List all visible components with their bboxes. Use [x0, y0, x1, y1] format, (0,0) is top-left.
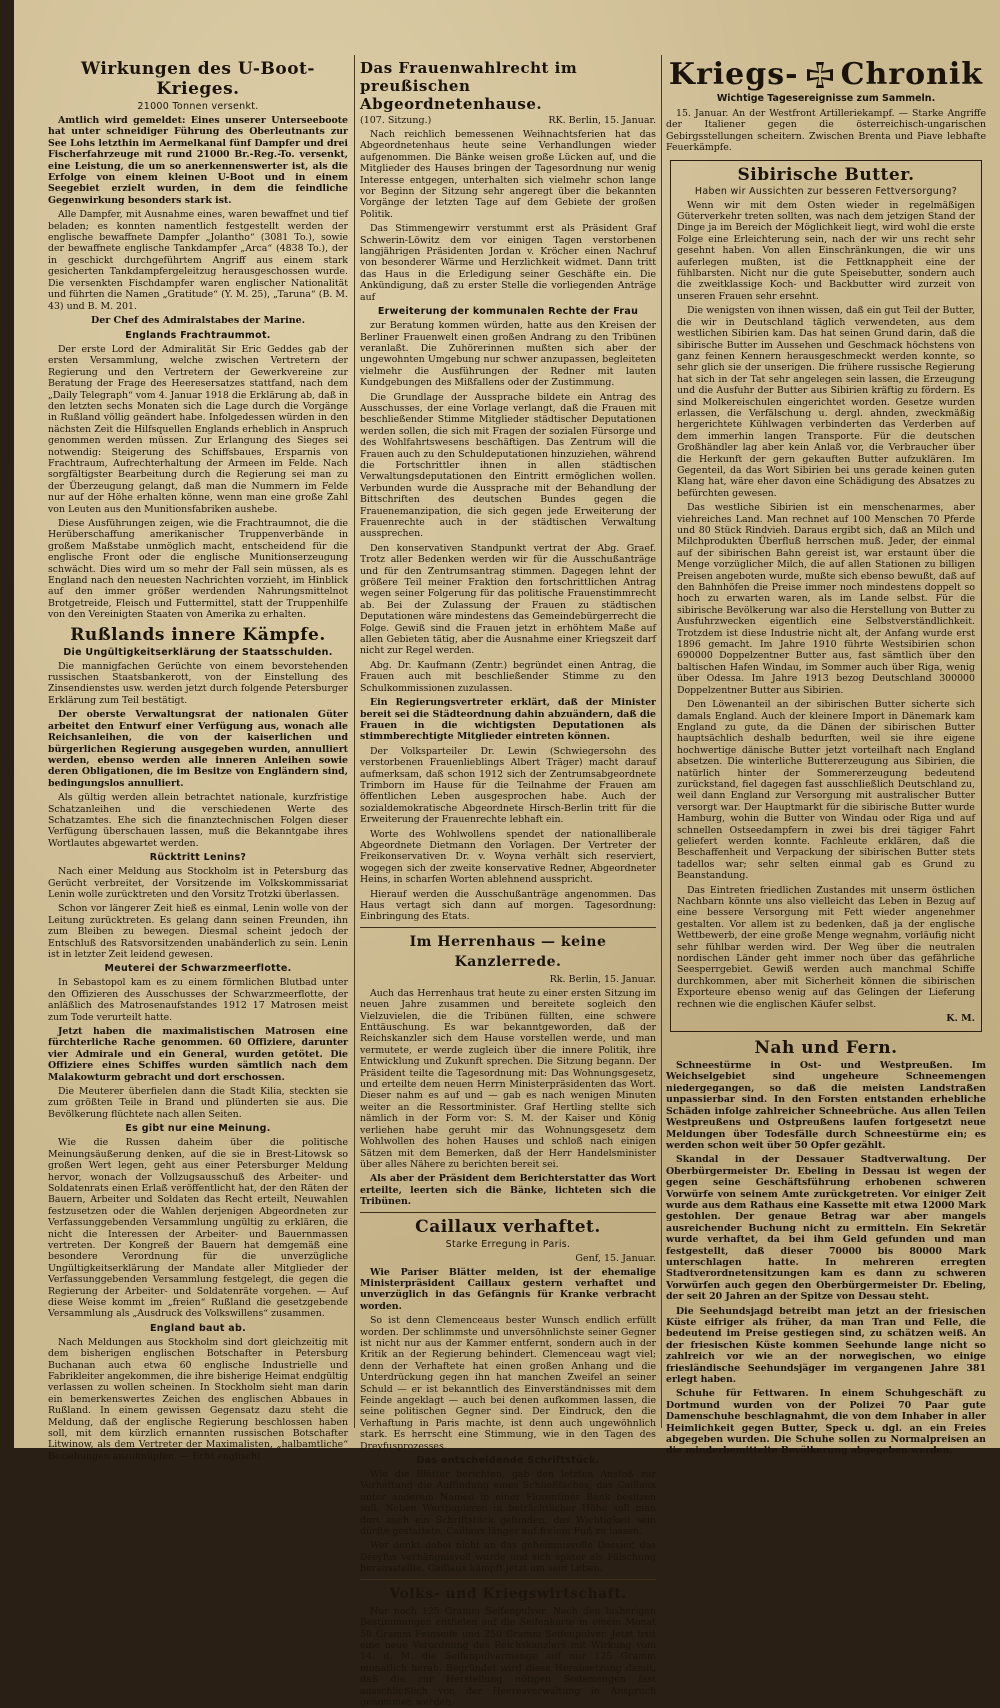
section-heading: Das entscheidende Schriftstück.: [416, 1455, 600, 1467]
paragraph: Das Stimmengewirr verstummt erst als Präsident Graf Schwerin-Löwitz dem vor einigen Tagen verstorbenen langjährigen Präsidenten Jordan v. Kröcher einen Nachruf von besonderer Wärme und Herzlichkeit widmet. Dann tritt das Haus in die Erledigung seiner Geschäfte ein. Die Ankündigung, daß zu erster Stelle die vorliegenden Anträge auf: [360, 223, 656, 303]
paragraph: Alle Dampfer, mit Ausnahme eines, waren bewaffnet und tief beladen; es konnten namentlich festgestellt werden der englische bewaffnete Dampfer „Jolantho“ (3081 To.), sowie der bewaffnete englische Tankdampfer „Arca“ (4838 To.), der in geschickt durchgeführtem Angriff aus einem stark gesicherten Tankdampfergeleitzug herausgeschossen wurde. Die versenkten Fischdampfer waren englischer Nationalität und führten die Namen „Gratitude“ (Y. M. 25), „Taruna“ (B. M. 43) und B. M. 201.: [48, 209, 348, 312]
dateline-place: Rk. Berlin, 15. Januar.: [549, 973, 656, 985]
news-item: Skandal in der Dessauer Stadtverwaltung. Der Oberbürgermeister Dr. Ebeling in Dessau ist wegen der gegen seine Geschäftsführung erhobenen schweren Vorwürfe von seinem Amte zurückgetreten. Vor einiger Zeit wurde aus dem Rathaus eine Kassette mit etwa 12000 Mark gestohlen. Der genaue Betrag war aber mangels ausreichender Buchung nicht zu ermitteln. Ein Sekretär wurde verhaftet, da bei ihm Geld gefunden und man festgestellt, daß dieser 70000 bis 80000 Mark unterschlagen hatte. In mehreren erregten Stadtverordnetensitzungen kam es dann zu schweren Vorwürfen auch gegen den Oberbürgermeister Dr. Ebeling, der seit 20 Jahren an der Spitze von Dessau steht.: [666, 1154, 986, 1303]
paragraph: In Sebastopol kam es zu einem förmlichen Blutbad unter den Offizieren des Ausschusses der Schwarzmeerflotte, der anläßlich des Matrosenaufstandes 1912 17 Matrosen meist zum Tode verurteilt hatte.: [48, 977, 348, 1023]
dateline-place: Genf, 15. Januar.: [575, 1252, 656, 1264]
paragraph: Wie die Blätter berichten, gab den letzten Anstoß zur Verhaftung die Auffindung eines Schließfaches, das Caillaux unter anderem Namen in einer Florentiner Bank besitzen soll. Neben Wertpapieren in beträchtlicher Höhe soll man dort auch ein Schriftstück gefunden, das Wichtigkeit sein dürfte gestattete, Caillaux länger auf freiem Fuß zu lassen.: [360, 1469, 656, 1538]
news-item: Schuhe für Fettwaren. In einem Schuhgeschäft zu Dortmund wurden von der Polizei 70 Paar gute Damenschuhe beschlagnahmt, die von dem Inhaber in aller Heimlichkeit gegen Butter, Speck u. dgl. an ein Freies abgegeben wurden. Die Schuhe sollen zu Normalpreisen an die minderbemittelte Bevölkerung abgegeben werden.: [666, 1388, 986, 1457]
section-heading: Englands Frachtraummot.: [125, 329, 271, 341]
article-title: Volks- und Kriegswirtschaft.: [389, 1585, 627, 1602]
article-subtitle: Starke Erregung in Paris.: [445, 1238, 571, 1250]
paragraph: Auch das Herrenhaus trat heute zu einer ersten Sitzung im neuen Jahre zusammen und bereitete sogleich den Vielzuvielen, die die Tribünen füllten, eine schwere Enttäuschung. Es war bekanntgeworden, daß der Reichskanzler sich dem Hause vorstellen werde, und man vermutete, er werde zugleich über die innere Politik, ihre Entwicklung und Zukunft sprechen. Die Sitzung begann. Der Präsident teilte die Tagesordnung mit: Das Wohnungsgesetz, und erteilte dem neuen Herrn Ministerpräsidenten das Wort. Dieser nahm es auf und — gab es nach wenigen Minuten weiter an die Ressortminister. Graf Hertling stellte sich nämlich in der Form vor: S. M. der Kaiser und König verliehen habe geruht mir das Wohnungsgesetz dem Wohlwollen des hohen Hauses und schloß nach einigen Sätzen mit dem Bemerken, daß der Herr Handelsminister über alles Nähere zu berichten bereit sei.: [360, 987, 656, 1170]
article-title: Caillaux verhaftet.: [415, 1216, 601, 1237]
section-heading: Meuterei der Schwarzmeerflotte.: [104, 963, 292, 975]
paragraph: Nach Meldungen aus Stockholm sind dort gleichzeitig mit dem bisherigen englischen Botschafter in Petersburg Buchanan auch etwa 60 englische Industrielle und Fabrikleiter angekommen, die ihre bisherige Heimat endgültig verlassen zu wollen scheinen. In Stockholm sieht man darin ein bemerkenswertes Zeichen des englischen Abbaues in Rußland. In einem gewissen Gegensatz dazu steht die Meldung, daß der englische Regierung beschlossen haben soll, mit dem kürzlich ernannten russischen Botschafter Litwinow, als dem Vertreter der Maximalisten, „halbamtliche“ Beziehungen anzuknüpfen. — Echt englisch!: [48, 1336, 348, 1462]
paragraph: So ist denn Clemenceaus bester Wunsch endlich erfüllt worden. Der schlimmste und unversöhnlichste seiner Gegner ist nicht nur aus der Kammer entfernt, sondern auch in der Kritik an der Regierung behindert. Clemenceau wagt viel; denn der Verhaftete hat einen großen Anhang und die Unterdrückung gegen ihn hat manchen Zweifel an seiner Schuld — er ist bekanntlich des Einverständnisses mit dem Feinde angeklagt — auch bei denen aufkommen lassen, die seine politischen Gegner sind. Der Eindruck, den die Verhaftung in Paris machte, ist denn auch ungewöhnlich stark. Es herrscht eine Stimmung, wie in den Tagen des Dreyfusprozesses.: [360, 1315, 656, 1452]
paragraph: Wer denkt dabei nicht an das geheimnisvolle Dossier, das Dreyfus verhängnisvoll wurde und sich später als Fälschung herausstellte. Caillaux kämpft jetzt um sein Leben.: [360, 1540, 656, 1575]
column-rule: [354, 55, 355, 1428]
paragraph: Der Volksparteiler Dr. Lewin (Schwiegersohn des verstorbenen Frauenlieblings Albert Träger) macht darauf aufmerksam, daß schon 1912 sich der Zentrumsabgeordnete Trimborn im Hause für die Teilnahme der Frauen am öffentlichen Leben ausgesprochen habe. Auch der sozialdemokratische Abgeordnete Hirsch-Berlin tritt für die Erweiterung der Frauenrechte lebhaft ein.: [360, 745, 656, 826]
article-subtitle: Haben wir Aussichten zur besseren Fettversorgung?: [694, 185, 958, 197]
divider: [360, 1212, 656, 1213]
column-middle: [360, 55, 656, 1708]
divider: [360, 1579, 656, 1580]
paragraph: Schon vor längerer Zeit hieß es einmal, Lenin wolle von der Leitung zurücktreten. Es gelang dann seinen Freunden, ihn zum Bleiben zu bewegen. Diesmal scheint jedoch der Entschluß des Ratsvorsitzenden unabänderlich zu sein. Lenin ist in letzter Zeit leidend gewesen.: [48, 903, 348, 960]
dateline: [360, 1253, 656, 1264]
paragraph: Ein Regierungsvertreter erklärt, daß der Minister bereit sei die Städteordnung dahin abzuändern, daß die Frauen in die wichtigsten Deputationen als stimmberechtigte Mitglieder eintreten können.: [360, 697, 656, 743]
column-rule: [661, 55, 662, 1428]
newspaper-page: [14, 0, 1000, 1708]
paragraph: Der erste Lord der Admiralität Sir Eric Geddes gab der ersten Versammlung, welche zwischen Vertretern der Regierung und den Vertretern der Gewerkvereine zur Beratung der Frage des Heeresersatzes stattfand, nach dem „Daily Telegraph“ vom 4. Januar 1918 die Erklärung ab, daß in den letzten sechs Monaten sich die Lage durch die Vorgänge in Rußland völlig geändert habe. Infolgedessen würden in den nächsten Zeit die Hilfsquellen Englands erheblich in Anspruch genommen werden müssen. Zur Erlangung des Sieges sei notwendig: Steigerung des Schiffsbaues, Ersparnis von Frachtraum, Aufrechterhaltung der Armeen im Felde. Nach sorgfältigster Bearbeitung durch die Regierung sei man zu der Überzeugung gelangt, daß man die Nummern im Felde nur auf der Höhe erhalten könne, wenn man eine große Zahl von Leuten aus den Munitionsfabriken aushebe.: [48, 343, 348, 515]
chronicle-entry: 15. Januar. An der Westfront Artilleriekampf. — Starke Angriffe der Italiener gegen die österreichisch-ungarischen Gebirgsstellungen scheitern. Zwischen Brenta und Piave lebhafte Feuerkämpfe.: [666, 108, 986, 154]
paragraph: Der oberste Verwaltungsrat der nationalen Güter arbeitet den Entwurf einer Verfügung aus, wonach alle Reichsanleihen, die von der kaiserlichen und bürgerlichen Regierung ausgegeben wurden, annulliert werden, ebenso werden alle inneren Anleihen sowie deren Obligationen, die im Besitze von Engländern sind, bedingungslos annulliert.: [48, 709, 348, 789]
news-item: Die Seehundsjagd betreibt man jetzt an der friesischen Küste eifriger als früher, da man Tran und Felle, die bedeutend im Preise gestiegen sind, zu schätzen weiß. An der friesischen Küste kommen Seehunde lange nicht so zahlreich vor wie an der norwegischen, wo einige friesländische Seehundsjäger im vergangenen Jahre 381 erlegt haben.: [666, 1305, 986, 1386]
masthead-word: Kriegs-: [668, 57, 799, 92]
paragraph: Worte des Wohlwollens spendet der nationalliberale Abgeordnete Dietmann den Vorlagen. Der Vertreter der Freikonservativen Dr. v. Woyna verhält sich reserviert, wogegen sich der zweite konservative Redner, Abgeordneter Heins, in scharfen Worten ablehnend ausspricht.: [360, 828, 656, 886]
paragraph: Nach reichlich bemessenen Weihnachtsferien hat das Abgeordnetenhaus heute seine Verhandlungen wieder aufgenommen. Die Bänke weisen große Lücken auf, und die Mitglieder des Hauses bringen der Tagesordnung nur wenig Interesse entgegen, unterhalten sich vielmehr schon lange vor Beginn der Sitzung sehr angeregt über die bekannten Vorgänge der letzten Tage auf dem Gebiete der großen Politik.: [360, 129, 656, 220]
paragraph: Hierauf werden die Ausschußanträge angenommen. Das Haus vertagt sich dann auf morgen. Tagesordnung: Einbringung des Etats.: [360, 888, 656, 923]
section-heading: England baut ab.: [149, 1322, 247, 1334]
dateline: [360, 115, 656, 126]
paragraph: Abg. Dr. Kaufmann (Zentr.) begründet einen Antrag, die Frauen auch mit beschließender Stimme zu den Schulkommissionen zuzulassen.: [360, 659, 656, 694]
article-title: Das Frauenwahlrecht im preußischen Abgeordnetenhause.: [360, 59, 578, 113]
article-title: Nah und Fern.: [754, 1038, 898, 1059]
news-item: Schneestürme in Ost- und Westpreußen. Im Weichselgebiet sind ungeheure Schneemengen niedergegangen, so daß die meisten Landstraßen unpassierbar sind. In den Forsten entstanden erhebliche Schäden infolge zahlreicher Schneebrüche. Aus allen Teilen Westpreußens und Ostpreußens laufen fortgesetzt neue Meldungen über Todesfälle durch Schneestürme ein; es werden schon weit über 50 Opfer gezählt.: [666, 1060, 986, 1151]
article-title: Im Herrenhaus — keine Kanzlerrede.: [409, 933, 607, 970]
paragraph: Als gültig werden allein betrachtet nationale, kurzfristige Schatzanleihen und die verschiedenen Werte des Schatzamtes. Ehe sich die finanztechnischen Folgen dieser Verfügung überschauen lassen, muß die Bekanntgabe ihres Wortlautes abgewartet werden.: [48, 792, 348, 849]
article-box: [670, 160, 982, 1032]
masthead: [666, 57, 986, 92]
paragraph: Als aber der Präsident dem Berichterstatter das Wort erteilte, leerten sich die Bänke, lichteten sich die Tribünen.: [360, 1173, 656, 1208]
dateline-place: RK. Berlin, 15. Januar.: [548, 115, 656, 126]
paragraph: Den konservativen Standpunkt vertrat der Abg. Graef. Trotz aller Bedenken werden wir für die Ausschußanträge und für den Zentrumsantrag stimmen. Dagegen lehnt der größere Teil meiner Fraktion den fortschrittlichen Antrag wegen seiner Folgerung für das politische Frauenstimmrecht ab. Bei der Zulassung der Frauen zu städtischen Deputationen wäre mindestens das Gemeindebürgerrecht die Folge. Gewiß sind die Frauen jetzt in erhöhtem Maße auf allen Gebieten tätig, aber die Ausnahme einer Kriegszeit darf nicht zur Regel werden.: [360, 542, 656, 657]
masthead-subtitle: Wichtige Tagesereignisse zum Sammeln.: [716, 93, 936, 104]
paragraph: Die Meuterer überfielen dann die Stadt Kilia, steckten sie zum größten Teile in Brand und plünderten sie aus. Die Bevölkerung flüchtete nach allen Seiten.: [48, 1086, 348, 1120]
article-title: Rußlands innere Kämpfe.: [70, 624, 326, 645]
column-left: [48, 55, 348, 1462]
section-heading: Erweiterung der kommunalen Rechte der Frau: [377, 306, 639, 318]
paragraph: Nach einer Meldung aus Stockholm ist in Petersburg das Gerücht verbreitet, der Vorsitzende im Volkskommissariat Lenin wolle zurücktreten und den Vorsitz Trotzki überlassen.: [48, 866, 348, 900]
iron-cross-icon: [805, 60, 835, 90]
section-heading: Rücktritt Lenins?: [149, 852, 247, 864]
paragraph: Wenn wir mit dem Osten wieder in regelmäßigen Güterverkehr treten sollten, was nach dem jetzigen Stand der Dinge ja im Bereich der Möglichkeit liegt, wird wohl die erste Folge eine Erleichterung sein, nach der wir uns recht sehr gesehnt haben. Von allen Einschränkungen, die wir uns auferlegen mußten, ist die Fettknappheit eine der fühlbarsten. Nicht nur die gute Speisebutter, sondern auch die zweitklassige Koch- und Backbutter wird zurzeit von unseren Frauen sehr ersehnt.: [677, 199, 975, 302]
paragraph: Die mannigfachen Gerüchte von einem bevorstehenden russischen Staatsbankerott, von der Einstellung des Zinsendienstes usw. werden jetzt durch folgende Petersburger Erklärung zum Teil bestätigt.: [48, 660, 348, 706]
paragraph: Die wenigsten von ihnen wissen, daß ein gut Teil der Butter, die wir in Deutschland täglich verwendeten, aus dem westlichen Sibirien kam. Das hat seinen Grund darin, daß die sibirische Butter im Aussehen und Geschmack höchstens von ganz feinen Kennern herausgeschmeckt werden konnte, so sehr glich sie der unserigen. Die frühere russische Regierung hat sich in der Tat sehr angelegen sein lassen, die Erzeugung und die Ausfuhr der Butter aus Sibirien kräftig zu fördern. Es sind Molkereischulen eingerichtet worden. Gesetze wurden erlassen, die Verfälschung u. dergl. ahnden, zweckmäßig hergerichtete Kühlwagen verbinderten das Verderben auf dem immerhin langen Transporte. Für die deutschen Großhändler lag aber kein Anlaß vor, die Verbraucher über die Herkunft der gern gekauften Butter aufzuklären. Im Gegenteil, da das Wort Sibirien bei uns gerade keinen guten Klang hat, wäre eher davon eine Schädigung des Absatzes zu befürchten gewesen.: [677, 305, 975, 499]
article-subtitle: 21000 Tonnen versenkt.: [137, 101, 259, 112]
paragraph: Wie Pariser Blätter melden, ist der ehemalige Ministerpräsident Caillaux gestern verhaftet und unverzüglich in das Gefängnis für Kranke verbracht worden.: [360, 1266, 656, 1312]
paragraph: Amtlich wird gemeldet: Eines unserer Unterseeboote hat unter schneidiger Führung des Oberleutnants zur See Lohs letzthin im Aermelkanal fünf Dampfer und drei Fischerfahrzeuge mit rund 21000 Br.-Reg.-To. versenkt, eine Leistung, die um so anerkennenswerter ist, als die Erfolge von einem kleinen U-Boot und in einem Seegebiet erzielt wurden, in dem die feindliche Gegenwirkung besonders stark ist.: [48, 115, 348, 206]
dateline-session: (107. Sitzung.): [360, 115, 432, 126]
paragraph: Wie die Russen daheim über die politische Meinungsäußerung denken, auf die sie in Brest-Litowsk so großen Wert legen, geht aus einer Petersburger Meldung hervor, wonach der Vollzugsausschuß des Arbeiter- und Soldatenrats einen Erlaß veröffentlicht hat, der den Räten der Bauern, Arbeiter und Soldaten das Recht erteilt, Neuwahlen festzusetzen oder die Wahlen derjenigen Abgeordneten zur Verfassunggebenden Versammlung ungültig zu erklären, die nicht die Interessen der Arbeiter- und Bauernmassen vertreten. Der Kongreß der Bauern hat demgemäß eine besondere Verordnung für die unverzügliche Ungültigkeitserklärung der Mandate aller Mitglieder der Verfassunggebenden Versammlung festgelegt, die gegen die Regierung der Arbeiter- und Soldatenräte vorgehen. — Auf diese Weise kommt im „freien“ Rußland die gesetzgebende Versammlung als „Ausdruck des Volkswillens“ zusammen.: [48, 1137, 348, 1320]
paragraph: Die Grundlage der Aussprache bildete ein Antrag des Ausschusses, der eine Vorlage verlangt, daß die Frauen mit beschließender Stimme Mitglieder städtischer Deputationen werden sollen, die sich mit Fragen der sozialen Fürsorge und des Wohlfahrtswesens beschäftigen. Das Zentrum will die Frauen auch zu den Schuldeputationen hinzuziehen, während die Fortschrittler ihnen in allen städtischen Verwaltungsdeputationen den Eintritt ermöglichen wollen. Verbunden wurde die Aussprache mit der Behandlung der Bittschriften des deutschen Bundes gegen die Frauenemanzipation, die sich gegen jede Erweiterung der Frauenrechte auch in der städtischen Verwaltung aussprechen.: [360, 391, 656, 540]
article-subtitle: Die Ungültigkeitserklärung der Staatsschulden.: [63, 646, 333, 658]
article-title: Sibirische Butter.: [737, 164, 915, 185]
signature: Der Chef des Admiralstabes der Marine.: [90, 314, 306, 326]
dateline: [360, 974, 656, 985]
column-right: [666, 55, 986, 1457]
masthead-word: Chronik: [840, 57, 984, 92]
paragraph: Das Eintreten friedlichen Zustandes mit unserm östlichen Nachbarn könnte uns also vielleicht das Leben in Bezug auf eine bessere Versorgung mit Fett wieder angenehmer gestalten. Vor allem ist zu bedenken, daß ja der englische Wettbewerb, der eine große Menge wegnahm, vorläufig nicht sehr fühlbar werden wird. Der Weg über die neutralen nordischen Länder geht immer noch über das gefährliche Seesperrgebiet. Gewiß werden auch manchmal Schiffe durchkommen, aber mit Sicherheit können die sibirischen Exporteure ebenso wenig auf das Gelingen der Lieferung rechnen wie die englischen Käufer selbst.: [677, 884, 975, 1010]
section-heading: Es gibt nur eine Meinung.: [125, 1123, 271, 1135]
paragraph: Das westliche Sibirien ist ein menschenarmes, aber viehreiches Land. Man rechnet auf 100 Menschen 70 Pferde und 80 Stück Rindvieh. Daraus ergibt sich, daß an Milch und Milchprodukten Überfluß herrschen muß. Jeder, der einmal auf der sibirischen Bahn gereist ist, war erstaunt über die Menge vorzüglicher Milch, die auf allen Stationen zu billigen Preisen angeboten wurde, mußte sich ebenso bewußt, daß auf den Bahnhöfen die Preise immer noch mindestens doppelt so hoch zu erwarten waren, als im Lande selbst. Für die sibirische Bevölkerung war also die Herstellung von Butter zu Ausfuhrzwecken eigentlich eine Selbstverständlichkeit. Trotzdem ist diese Industrie nicht alt, der Anfang wurde erst 1896 gemacht. Im Jahre 1910 führte Westsibirien schon 690000 Doppelzentner Butter aus, fast sämtlich über den baltischen Hafen Windau, im Sommer auch über Riga, wenig über Odessa. Im Jahre 1913 bezog Deutschland 300000 Doppelzentner Butter aus Sibirien.: [677, 502, 975, 696]
paragraph: Den Löwenanteil an der sibirischen Butter sicherte sich damals England. Auch der kleinere Import in Dänemark kam England zu gute, da die Dänen der sibirischen Butter hauptsächlich deshalb bedurften, weil sie ihre eigene hochwertige dänische Butter jetzt vorteilhaft nach England absetzen. Die winterliche Buttererzeugung aus Sibirien, die natürlich hinter der Sommererzeugung bedeutend zurückstand, fiel dagegen fast ausschließlich Deutschland zu, weil dann England zur Versorgung mit australischer Butter versorgt war. Der Hauptmarkt für die sibirische Butter wurde Hamburg, wohin die Butter von Windau oder Riga und auf schnellen Ostseedampfern in zwei bis drei tägiger Fahrt geliefert werden konnte. Fachleute erklären, daß die Beschaffenheit und Verpackung der sibirischen Butter stets tadellos war; sehr selten einmal gab es Grund zu Beanstandung.: [677, 699, 975, 882]
divider: [360, 927, 656, 928]
paragraph: Jetzt haben die maximalistischen Matrosen eine fürchterliche Rache genommen. 60 Offiziere, darunter vier Admirale und ein General, wurden getötet. Die Offiziere eines Schiffes wurden sämtlich nach dem Malakowturm gebracht und dort erschossen.: [48, 1026, 348, 1083]
paragraph: Nur noch 125 Gramm Seifenpulver. Nach den bisherigen Bestimmungen entfielen auf die Seifenkarte in einem Monat 50 Gramm Feinseife und 250 Gramm Seifenpulver. Jetzt tritt eine neue Verordnung des Reichskanzlers mit Wirkung vom 14. d. M. die Seifenpulvermenge auf nur 125 Gramm monatlich herab. Begründet wird diese Herabsetzung damit, daß die zur Herstellung nötigen Sodamengen fast ausschließlich von der Heeresverwaltung in Anspruch genommen werden.: [360, 1605, 656, 1708]
paragraph: zur Beratung kommen würden, hatte aus den Kreisen der Berliner Frauenwelt einen großen Andrang zu den Tribünen veranlaßt. Die Zuhörerinnen mußten sich aber der ungewohnten Umgebung nur schwer anzupassen, begleiteten vielmehr die Ausführungen der Redner mit lauten Kundgebungen des Mißfallens oder der Zustimmung.: [360, 320, 656, 389]
signature: K. M.: [946, 1013, 975, 1025]
paragraph: Diese Ausführungen zeigen, wie die Frachtraumnot, die die Herüberschaffung amerikanischer Truppenverbände in großem Maßstabe unmöglich macht, entscheidend für die englische Front oder die englische Munitionserzeugung schwächt. Dies wird um so mehr der Fall sein müssen, als es England nach den neuesten Nachrichten vorzieht, im Hinblick auf den immer größer werdenden Nahrungsmittelnot Brotgetreide, Fleisch und Futtermittel, statt der Truppenhilfe von den Vereinigten Staaten von Amerika zu erhalten.: [48, 518, 348, 621]
article-title: Wirkungen des U-Boot-Krieges.: [81, 59, 315, 99]
